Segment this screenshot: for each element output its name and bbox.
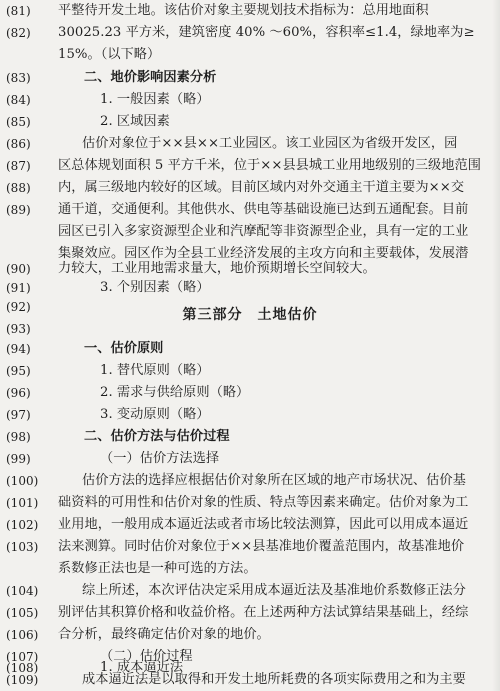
line-number: (84) <box>6 93 31 107</box>
line-number: (83) <box>6 71 31 85</box>
line-text: 1. 成本逼近法 <box>100 660 184 675</box>
text-line <box>0 580 500 602</box>
text-line <box>0 89 500 111</box>
line-number: (93) <box>6 322 31 336</box>
line-text: 3. 个别因素（略） <box>100 280 210 295</box>
line-text: 园区已引入多家资源型企业和汽摩配等非资源型企业，具有一定的工业 <box>58 224 469 239</box>
line-text: 通干道，交通便利。其他供水、供电等基础设施已达到五通配套。目前 <box>58 202 469 217</box>
text-line <box>0 0 500 22</box>
line-number: (98) <box>6 430 31 444</box>
line-text: 系数修正法也是一种可选的方法。 <box>58 561 257 576</box>
line-number: (99) <box>6 452 31 466</box>
line-text: 15%。（以下略） <box>58 47 161 62</box>
text-line <box>0 177 500 199</box>
line-text: 力较大，工业用地需求量大，地价预期增长空间较大。 <box>58 261 376 276</box>
text-line <box>0 22 500 44</box>
line-text: 估价对象位于××县××工业园区。该工业园区为省级开发区，园 <box>82 136 458 151</box>
line-text: （二）估价过程 <box>100 649 193 664</box>
text-line <box>0 360 500 382</box>
line-text: 别评估其积算价格和收益价格。在上述两种方法试算结果基础上，经综 <box>58 605 469 620</box>
line-text: 合分析，最终确定估价对象的地价。 <box>58 627 270 642</box>
line-text: 估价方法的选择应根据估价对象所在区域的地产市场状况、估价基 <box>82 473 466 488</box>
section-title: 第三部分 土地估价 <box>182 307 318 323</box>
line-number: (90) <box>6 262 31 276</box>
line-text: 区总体规划面积 5 平方千米，位于××县县城工业用地级别的三级地范围 <box>58 158 482 173</box>
line-text: 2. 需求与供给原则（略） <box>100 385 250 400</box>
line-number: (82) <box>6 26 31 40</box>
line-number: (109) <box>6 673 39 687</box>
text-line <box>0 382 500 404</box>
text-line <box>0 318 500 340</box>
text-line <box>0 338 500 360</box>
text-line <box>0 199 500 221</box>
line-number: (103) <box>6 540 39 554</box>
text-line <box>0 492 500 514</box>
line-number: (92) <box>6 300 31 314</box>
line-text: 平整待开发土地。该估价对象主要规划技术指标为：总用地面积 <box>58 3 429 18</box>
line-number: (102) <box>6 518 39 532</box>
line-text: 业用地，一般用成本逼近法或者市场比较法测算，因此可以用成本逼近 <box>58 517 469 532</box>
section-heading: 二、地价影响因素分析 <box>84 70 217 85</box>
line-text: 集聚效应。园区作为全县工业经济发展的主攻方向和主要载体，发展潜 <box>58 246 469 261</box>
text-line <box>0 426 500 448</box>
line-number: (89) <box>6 203 31 217</box>
line-number: (104) <box>6 584 39 598</box>
text-line <box>0 133 500 155</box>
line-number: (85) <box>6 115 31 129</box>
line-text: 1. 替代原则（略） <box>100 363 210 378</box>
line-text: 法来测算。同时估价对象位于××县基准地价覆盖范围内，故基准地价 <box>58 539 465 554</box>
page-edge-shadow <box>492 0 500 691</box>
line-text: 内，属三级地内较好的区域。目前区域内对外交通主干道主要为××交 <box>58 180 465 195</box>
line-text: 30025.23 平方米，建筑密度 40% ～60%，容积率≤1.4，绿地率为≥ <box>58 25 475 40</box>
line-number: (107) <box>6 650 39 664</box>
text-line <box>0 514 500 536</box>
section-heading: 二、估价方法与估价过程 <box>84 429 230 444</box>
text-line <box>0 44 500 66</box>
text-line <box>0 155 500 177</box>
text-line <box>0 624 500 646</box>
section-heading: 一、估价原则 <box>84 341 164 356</box>
line-number: (106) <box>6 628 39 642</box>
line-number: (81) <box>6 4 31 18</box>
line-text: 3. 变动原则（略） <box>100 407 210 422</box>
line-text: 2. 区域因素 <box>100 114 170 129</box>
line-number: (86) <box>6 137 31 151</box>
text-line <box>0 111 500 133</box>
line-text: 1. 一般因素（略） <box>100 92 210 107</box>
text-line <box>0 536 500 558</box>
line-number: (91) <box>6 281 31 295</box>
line-number: (97) <box>6 408 31 422</box>
line-text: 综上所述，本次评估决定采用成本逼近法及基准地价系数修正法分 <box>82 583 466 598</box>
line-number: (105) <box>6 606 39 620</box>
line-number: (94) <box>6 342 31 356</box>
line-number: (88) <box>6 181 31 195</box>
line-number: (100) <box>6 474 39 488</box>
text-line <box>0 67 500 89</box>
text-line <box>0 404 500 426</box>
line-text: （一）估价方法选择 <box>100 451 220 466</box>
line-text: 成本逼近法是以取得和开发土地所耗费的各项实际费用之和为主要 <box>82 672 466 687</box>
text-line <box>0 558 500 580</box>
line-number: (108) <box>6 661 39 675</box>
line-number: (96) <box>6 386 31 400</box>
line-number: (87) <box>6 159 31 173</box>
text-line <box>0 470 500 492</box>
line-number: (101) <box>6 496 39 510</box>
text-line <box>0 602 500 624</box>
line-number: (95) <box>6 364 31 378</box>
text-line <box>0 669 500 691</box>
line-text: 础资料的可用性和估价对象的性质、特点等因素来确定。估价对象为工 <box>58 495 469 510</box>
text-line <box>0 221 500 243</box>
text-line <box>0 448 500 470</box>
